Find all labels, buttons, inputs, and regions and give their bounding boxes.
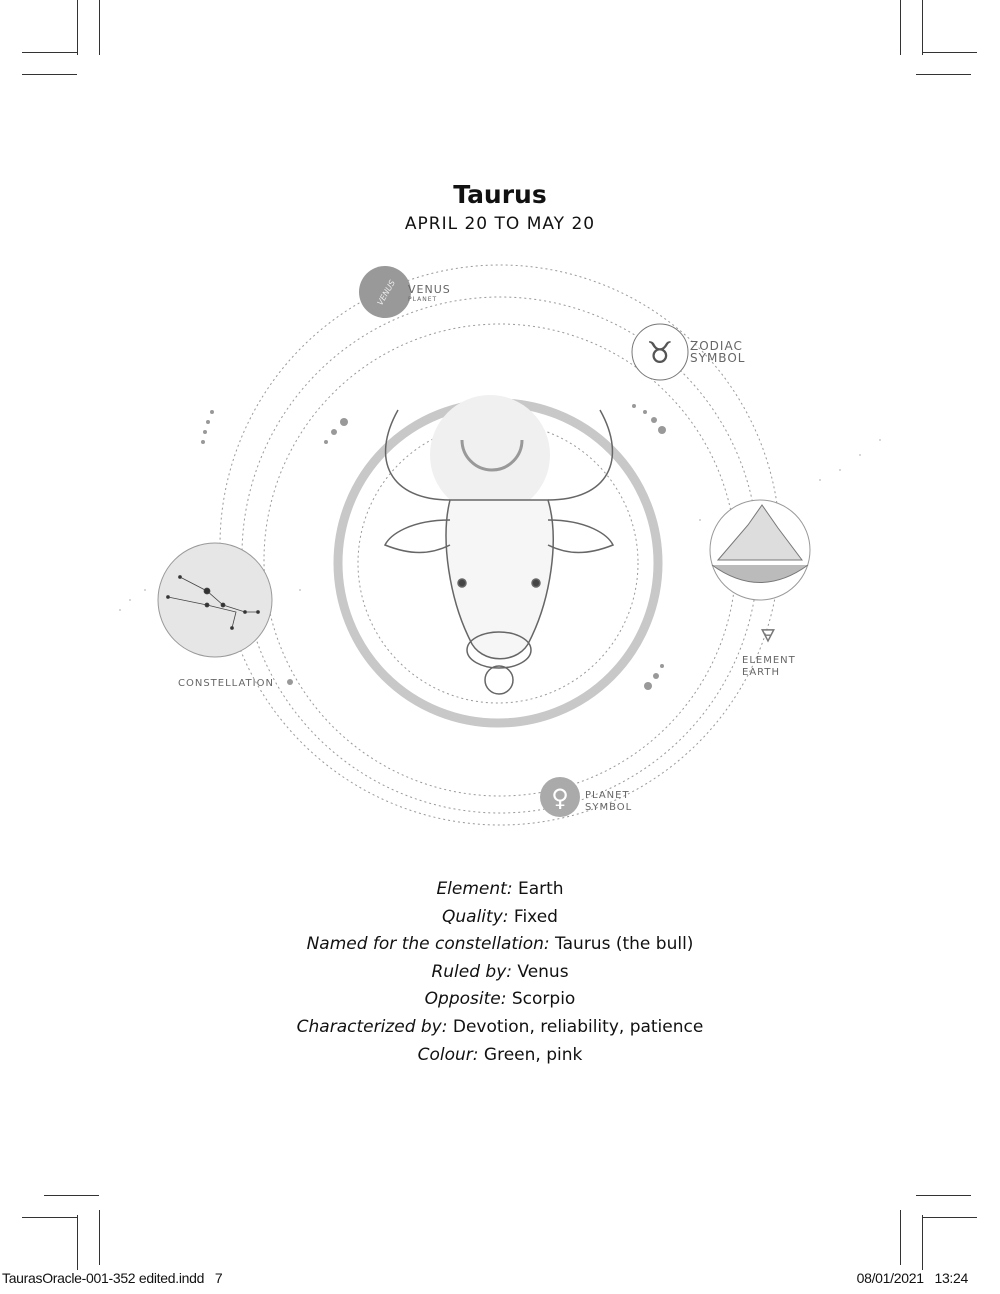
crop-mark (99, 1210, 100, 1265)
venus-symbol-icon: ♀ (551, 784, 569, 812)
fact-value: Taurus (the bull) (549, 934, 694, 955)
planet-label-1: PLANET (585, 790, 630, 801)
sign-facts (0, 876, 1000, 1069)
earth-element-icon: 🜃 (760, 626, 776, 647)
fact-constellation (0, 931, 1000, 959)
crop-mark (922, 0, 923, 55)
fact-colour (0, 1042, 1000, 1070)
element-label-2: EARTH (742, 667, 781, 678)
fact-key: Named for the constellation: (306, 934, 550, 955)
crop-mark (922, 52, 977, 53)
taurus-symbol-icon: ♉ (646, 336, 674, 371)
fact-key: Element: (436, 879, 513, 899)
fact-opposite (0, 986, 1000, 1014)
constellation-badge (158, 543, 272, 657)
fact-key: Ruled by: (431, 961, 512, 982)
crop-mark (900, 1210, 901, 1265)
crop-mark (916, 1195, 971, 1196)
crop-mark (44, 1195, 99, 1196)
fact-key: Opposite: (424, 989, 507, 1010)
fact-value: Fixed (508, 906, 558, 927)
zodiac-label-2: SYMBOL (690, 351, 746, 365)
fact-traits (0, 1014, 1000, 1042)
page-title: Taurus (453, 180, 547, 209)
date-range: APRIL 20 TO MAY 20 (404, 214, 596, 234)
fact-value: Venus (511, 961, 569, 982)
taurus-diagram (0, 250, 1000, 850)
crop-mark (916, 74, 971, 75)
planet-label-2: SYMBOL (585, 802, 633, 813)
element-label-1: ELEMENT (742, 655, 796, 666)
crop-mark (22, 1217, 77, 1218)
footer-datetime: 08/01/2021 13:24 (856, 1270, 968, 1286)
crop-mark (900, 0, 901, 55)
moon-disc (430, 395, 550, 515)
fact-quality (0, 904, 1000, 932)
fact-key: Characterized by: (296, 1016, 448, 1037)
fact-ruler (0, 959, 1000, 987)
crop-mark (922, 1215, 923, 1270)
crop-mark (22, 52, 77, 53)
crop-mark (99, 0, 100, 55)
fact-element (0, 876, 1000, 904)
crop-mark (77, 0, 78, 55)
venus-badge-text: VENUS (375, 278, 398, 307)
crop-mark (922, 1217, 977, 1218)
venus-label: VENUS (408, 283, 451, 296)
constellation-label: CONSTELLATION (178, 678, 274, 689)
fact-value: Earth (512, 879, 564, 899)
fact-key: Colour: (417, 1044, 479, 1065)
crop-mark (77, 1215, 78, 1270)
crop-mark (22, 74, 77, 75)
fact-value: Green, pink (478, 1044, 583, 1065)
zodiac-label-1: ZODIAC (690, 339, 743, 353)
footer-filename: TaurasOracle-001-352 edited.indd 7 (2, 1270, 223, 1286)
fact-value: Scorpio (506, 989, 576, 1010)
fact-value: Devotion, reliability, patience (447, 1016, 704, 1037)
fact-key: Quality: (442, 906, 509, 927)
venus-sublabel: PLANET (408, 296, 438, 303)
